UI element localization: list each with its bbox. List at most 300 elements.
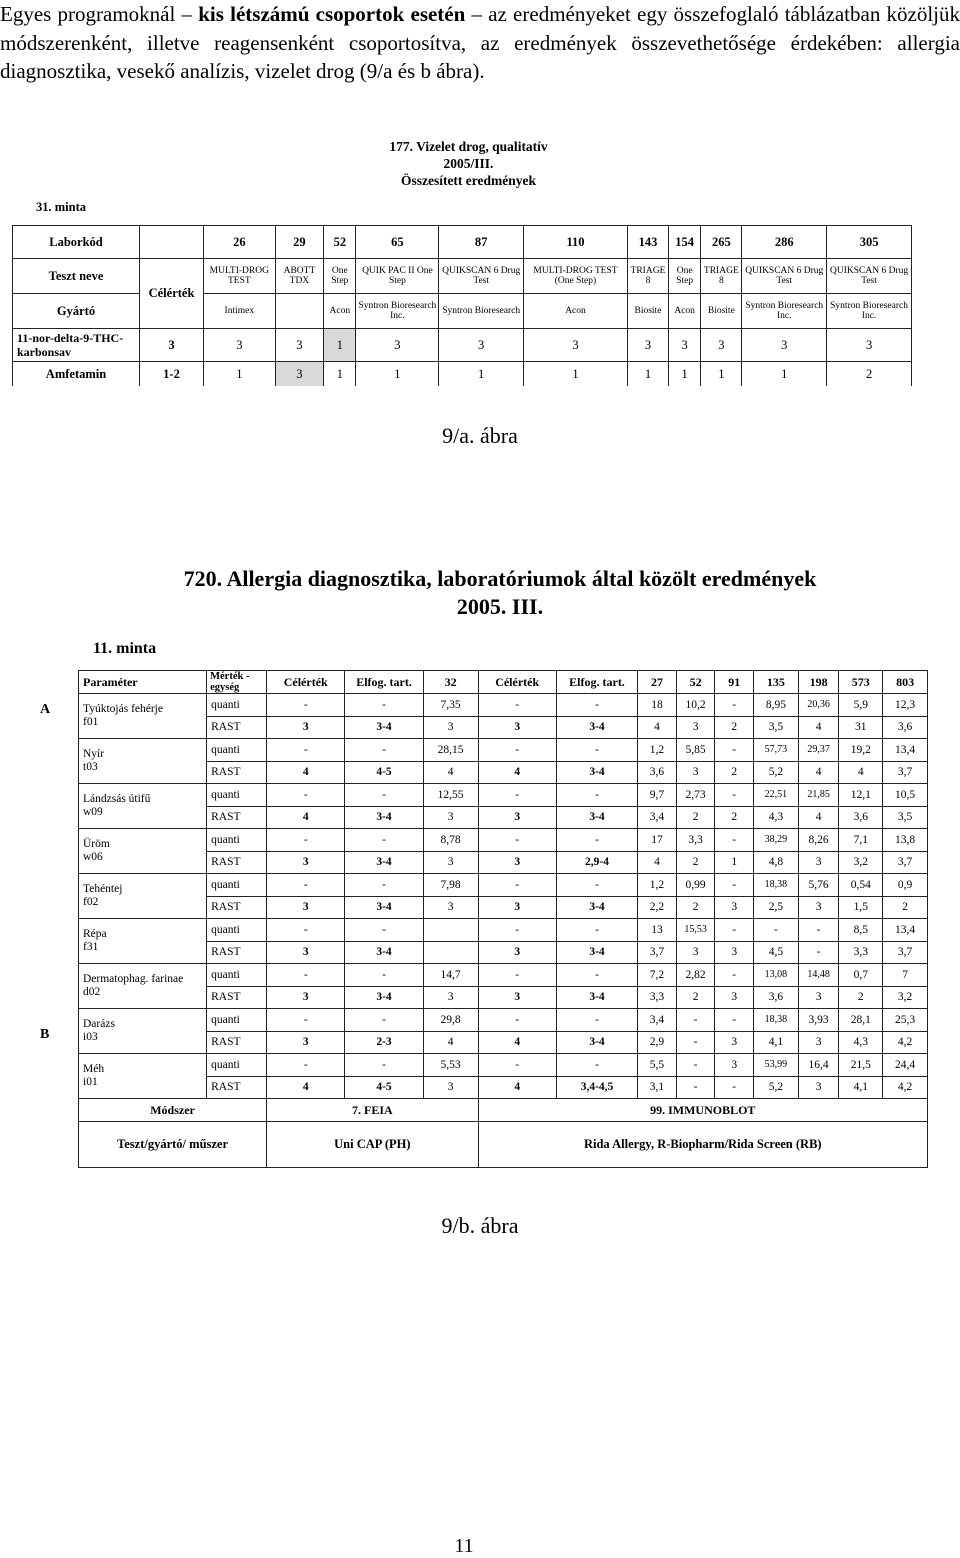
result-cell: 3,1 — [638, 1076, 677, 1099]
unit-cell: quanti — [207, 694, 267, 717]
result-cell: 25,3 — [883, 1009, 928, 1032]
allergen-label: Lándzsás útifű — [83, 793, 151, 805]
target-cell: - — [478, 1054, 556, 1077]
result-cell: 3 — [423, 806, 478, 829]
result-cell: 4 — [638, 716, 677, 739]
result-cell: - — [676, 1009, 715, 1032]
result-cell: 24,4 — [883, 1054, 928, 1077]
test-name: ABOTT TDX — [275, 259, 324, 294]
target-cell: 3 — [478, 941, 556, 964]
result-cell: 4,1 — [839, 1076, 883, 1099]
result-cell: 3 — [676, 941, 715, 964]
target-cell: 4 — [478, 1031, 556, 1054]
result-cell: 1,2 — [638, 739, 677, 762]
figa-table — [12, 225, 912, 386]
result-cell: 3,5 — [754, 716, 799, 739]
lab-code: 52 — [324, 226, 356, 259]
allergen-row-rast — [79, 716, 928, 739]
result-cell: 3,7 — [638, 941, 677, 964]
test-name: MULTI-DROG TEST (One Step) — [524, 259, 628, 294]
maker-name: Syntron Bioresearch Inc. — [356, 294, 439, 329]
result-cell: - — [715, 739, 754, 762]
result-cell: 3 — [423, 896, 478, 919]
figb-test-row — [79, 1122, 928, 1168]
result-cell: 3,6 — [839, 806, 883, 829]
result-cell: 8,78 — [423, 829, 478, 852]
allergen-row-rast — [79, 941, 928, 964]
allergen-label: Dermatophag. farinae — [83, 973, 184, 985]
result-cell: 4 — [423, 761, 478, 784]
figb-subtitle: 2005. III. — [456, 594, 544, 619]
maker-name: Biosite — [627, 294, 668, 329]
result-cell: 9,7 — [638, 784, 677, 807]
result-cell: 8,26 — [798, 829, 839, 852]
allergen-code: f02 — [83, 896, 99, 908]
thc-value: 3 — [627, 329, 668, 362]
allergen-code: d02 — [83, 986, 101, 998]
test-name: QUIKSCAN 6 Drug Test — [742, 259, 827, 294]
tolerance-cell: 4-5 — [345, 761, 423, 784]
result-cell: 5,5 — [638, 1054, 677, 1077]
unit-cell: quanti — [207, 1009, 267, 1032]
result-cell: 2 — [715, 761, 754, 784]
allergen-label: Tehéntej — [83, 883, 123, 895]
result-cell: 15,53 — [676, 919, 715, 942]
tolerance-cell: - — [345, 694, 423, 717]
result-cell: 29,8 — [423, 1009, 478, 1032]
figure-9a — [10, 130, 927, 392]
tolerance-cell: - — [556, 919, 637, 942]
result-cell: 2 — [839, 986, 883, 1009]
result-cell: 20,36 — [798, 694, 839, 717]
result-cell: 4,8 — [754, 851, 799, 874]
result-cell: 14,48 — [798, 964, 839, 987]
result-cell: 3 — [676, 761, 715, 784]
result-cell: 3,6 — [638, 761, 677, 784]
amf-value: 2 — [827, 362, 912, 387]
result-cell: 3,4 — [638, 806, 677, 829]
unit-cell: quanti — [207, 964, 267, 987]
target-cell: - — [478, 694, 556, 717]
result-cell: 7,1 — [839, 829, 883, 852]
tolerance-cell: 3-4 — [345, 896, 423, 919]
amf-value: 1 — [742, 362, 827, 387]
result-cell: 4,5 — [754, 941, 799, 964]
result-cell: - — [715, 1076, 754, 1099]
thc-value: 1 — [324, 329, 356, 362]
target-cell: 3 — [267, 716, 345, 739]
result-cell: 3 — [715, 1031, 754, 1054]
tolerance-cell: 3-4 — [556, 761, 637, 784]
unit-cell: quanti — [207, 829, 267, 852]
tolerance-cell: - — [345, 919, 423, 942]
header-lab: 135 — [754, 671, 799, 694]
tolerance-cell: 3-4 — [556, 896, 637, 919]
unit-cell: RAST — [207, 941, 267, 964]
target-cell: 3 — [267, 986, 345, 1009]
allergen-name — [79, 919, 207, 964]
result-cell: 4,2 — [883, 1031, 928, 1054]
allergen-row-rast — [79, 1076, 928, 1099]
allergen-label: Darázs — [83, 1018, 115, 1030]
allergen-code: i01 — [83, 1076, 98, 1088]
result-cell — [423, 919, 478, 942]
allergen-label: Répa — [83, 928, 107, 940]
result-cell: 10,2 — [676, 694, 715, 717]
tolerance-cell: 2,9-4 — [556, 851, 637, 874]
test-name: QUIKSCAN 6 Drug Test — [439, 259, 524, 294]
allergen-code: f31 — [83, 941, 99, 953]
unit-cell: quanti — [207, 739, 267, 762]
figb-sample-label: 11. minta — [93, 640, 157, 657]
caption-9a: 9/a. ábra — [442, 423, 518, 448]
maker-name: Syntron Bioresearch — [439, 294, 524, 329]
result-cell: 8,95 — [754, 694, 799, 717]
result-cell: 3,93 — [798, 1009, 839, 1032]
label-amfetamin: Amfetamin — [13, 362, 140, 387]
allergen-row-quanti — [79, 919, 928, 942]
allergen-row-rast — [79, 896, 928, 919]
tolerance-cell: - — [345, 1054, 423, 1077]
result-cell: 5,9 — [839, 694, 883, 717]
result-cell: 1,5 — [839, 896, 883, 919]
allergen-name — [79, 964, 207, 1009]
test-name: QUIK PAC II One Step — [356, 259, 439, 294]
allergen-code: f01 — [83, 716, 99, 728]
result-cell: 14,7 — [423, 964, 478, 987]
maker-name: Acon — [669, 294, 701, 329]
result-cell: 19,2 — [839, 739, 883, 762]
result-cell: 5,85 — [676, 739, 715, 762]
header-tolerance-1: Elfog. tart. — [345, 671, 423, 694]
lab-code: 143 — [627, 226, 668, 259]
allergen-row-rast — [79, 986, 928, 1009]
result-cell: 2 — [883, 896, 928, 919]
figa-row-thc — [13, 329, 912, 362]
result-cell: 21,5 — [839, 1054, 883, 1077]
figb-title: 720. Allergia diagnosztika, laboratóriumok által közölt eredmények — [183, 566, 817, 591]
target-cell: - — [478, 919, 556, 942]
result-cell: 3,6 — [883, 716, 928, 739]
tolerance-cell: - — [345, 964, 423, 987]
result-cell: 2 — [676, 896, 715, 919]
amf-value: 3 — [275, 362, 324, 387]
tolerance-cell: 4-5 — [345, 1076, 423, 1099]
lab-code: 265 — [701, 226, 742, 259]
result-cell: 5,53 — [423, 1054, 478, 1077]
result-cell: 3 — [715, 896, 754, 919]
unit-cell: RAST — [207, 851, 267, 874]
label-thc: 11-nor-delta-9-THC-karbonsav — [13, 329, 140, 362]
header-target-2: Célérték — [478, 671, 556, 694]
result-cell: 13,8 — [883, 829, 928, 852]
result-cell: - — [715, 964, 754, 987]
target-cell: - — [267, 1054, 345, 1077]
tolerance-cell: - — [345, 739, 423, 762]
result-cell: 3,3 — [638, 986, 677, 1009]
header-param: Paraméter — [79, 671, 207, 694]
result-cell: 18,38 — [754, 1009, 799, 1032]
result-cell: - — [715, 874, 754, 897]
allergen-name — [79, 694, 207, 739]
method-immunoblot: 99. IMMUNOBLOT — [478, 1099, 927, 1122]
result-cell: 3 — [798, 986, 839, 1009]
thc-value: 3 — [742, 329, 827, 362]
allergen-row-quanti — [79, 874, 928, 897]
target-cell: - — [267, 739, 345, 762]
result-cell: 4 — [423, 1031, 478, 1054]
tolerance-cell: 3-4 — [556, 986, 637, 1009]
amf-value: 1 — [324, 362, 356, 387]
maker-name: Acon — [324, 294, 356, 329]
unit-cell: RAST — [207, 806, 267, 829]
lab-code: 26 — [204, 226, 276, 259]
result-cell: 2 — [715, 716, 754, 739]
test-name: One Step — [669, 259, 701, 294]
result-cell: 3,7 — [883, 851, 928, 874]
result-cell: 2,82 — [676, 964, 715, 987]
result-cell: 28,15 — [423, 739, 478, 762]
unit-cell: quanti — [207, 784, 267, 807]
allergen-label: Üröm — [83, 838, 110, 850]
tolerance-cell: - — [556, 874, 637, 897]
amf-value: 1 — [669, 362, 701, 387]
tolerance-cell: 3-4 — [556, 806, 637, 829]
result-cell: 3,2 — [839, 851, 883, 874]
allergen-label: Méh — [83, 1063, 105, 1075]
target-cell: - — [267, 964, 345, 987]
result-cell: - — [676, 1076, 715, 1099]
test-name: TRIAGE 8 — [701, 259, 742, 294]
allergen-row-quanti — [79, 1054, 928, 1077]
allergen-row-quanti — [79, 964, 928, 987]
result-cell: 3 — [798, 896, 839, 919]
result-cell: 3,2 — [883, 986, 928, 1009]
header-lab: 198 — [798, 671, 839, 694]
allergen-name — [79, 739, 207, 784]
unit-cell: quanti — [207, 874, 267, 897]
unit-cell: RAST — [207, 896, 267, 919]
test-name: MULTI-DROG TEST — [204, 259, 276, 294]
target-cell: 3 — [267, 851, 345, 874]
result-cell — [423, 941, 478, 964]
result-cell: 3 — [715, 986, 754, 1009]
header-unit: Mérték -egység — [207, 671, 267, 694]
unit-cell: quanti — [207, 1054, 267, 1077]
result-cell: 2,5 — [754, 896, 799, 919]
lab-code: 65 — [356, 226, 439, 259]
result-cell: - — [676, 1054, 715, 1077]
amf-value: 1 — [524, 362, 628, 387]
result-cell: 4,3 — [754, 806, 799, 829]
allergen-row-rast — [79, 851, 928, 874]
header-lab: 91 — [715, 671, 754, 694]
maker-name: Syntron Bioresearch Inc. — [742, 294, 827, 329]
unit-cell: RAST — [207, 716, 267, 739]
amf-value: 1 — [701, 362, 742, 387]
result-cell: 4,2 — [883, 1076, 928, 1099]
target-cell: 3 — [478, 851, 556, 874]
result-cell: 7,2 — [638, 964, 677, 987]
result-cell: 5,2 — [754, 1076, 799, 1099]
tolerance-cell: - — [345, 1009, 423, 1032]
result-cell: 3 — [798, 851, 839, 874]
allergen-name — [79, 1054, 207, 1099]
header-lab-32: 32 — [423, 671, 478, 694]
amf-value: 1 — [439, 362, 524, 387]
result-cell: - — [798, 941, 839, 964]
result-cell: 3,6 — [754, 986, 799, 1009]
result-cell: 10,5 — [883, 784, 928, 807]
target-cell: 3 — [478, 716, 556, 739]
unit-cell: quanti — [207, 919, 267, 942]
header-target-1: Célérték — [267, 671, 345, 694]
tolerance-cell: 2-3 — [345, 1031, 423, 1054]
result-cell: 18,38 — [754, 874, 799, 897]
thc-value: 3 — [275, 329, 324, 362]
result-cell: 31 — [839, 716, 883, 739]
result-cell: 3 — [715, 1054, 754, 1077]
tolerance-cell: 3-4 — [556, 941, 637, 964]
tolerance-cell: 3-4 — [345, 806, 423, 829]
target-cell: - — [478, 739, 556, 762]
target-cell: 4 — [478, 1076, 556, 1099]
target-cell: 3 — [478, 806, 556, 829]
maker-name: Acon — [524, 294, 628, 329]
target-cell: - — [267, 1009, 345, 1032]
result-cell: 0,99 — [676, 874, 715, 897]
result-cell: 7,98 — [423, 874, 478, 897]
tolerance-cell: - — [345, 874, 423, 897]
allergen-label: Tyúktojás fehérje — [83, 703, 163, 715]
allergen-code: t03 — [83, 761, 98, 773]
result-cell: 7,35 — [423, 694, 478, 717]
result-cell: 3 — [676, 716, 715, 739]
result-cell: 3,4 — [638, 1009, 677, 1032]
result-cell: 8,5 — [839, 919, 883, 942]
target-cell: 4 — [267, 761, 345, 784]
intro-bold: kis létszámú csoportok esetén — [198, 2, 466, 26]
method-label: Módszer — [79, 1099, 267, 1122]
result-cell: 4 — [638, 851, 677, 874]
target-cell: - — [478, 784, 556, 807]
result-cell: 2,9 — [638, 1031, 677, 1054]
unit-cell: RAST — [207, 986, 267, 1009]
result-cell: 12,3 — [883, 694, 928, 717]
result-cell: 4 — [798, 716, 839, 739]
result-cell: 12,55 — [423, 784, 478, 807]
result-cell: 5,76 — [798, 874, 839, 897]
tolerance-cell: 3-4 — [556, 716, 637, 739]
result-cell: 4,3 — [839, 1031, 883, 1054]
test-name: One Step — [324, 259, 356, 294]
lab-code: 154 — [669, 226, 701, 259]
result-cell: 2 — [676, 851, 715, 874]
thc-value: 3 — [204, 329, 276, 362]
result-cell: - — [715, 919, 754, 942]
tolerance-cell: - — [556, 739, 637, 762]
tolerance-cell: - — [556, 964, 637, 987]
thc-value: 3 — [439, 329, 524, 362]
amf-target: 1-2 — [140, 362, 204, 387]
intro-part2: – az eredményeket egy összefoglaló táblázatban közöljük módszerenként, illetve reagensenként csoportosítva, az eredmények összevethetősége érdekében: allergia diagnosztika, vesekő analízis, vizelet drog (9/a és b ábra). — [0, 2, 960, 83]
thc-value: 3 — [356, 329, 439, 362]
result-cell: 4,1 — [754, 1031, 799, 1054]
group-a-label: A — [40, 702, 51, 717]
allergen-row-rast — [79, 761, 928, 784]
result-cell: - — [676, 1031, 715, 1054]
result-cell: 0,54 — [839, 874, 883, 897]
figa-row-teszt — [13, 259, 912, 294]
label-celertek: Célérték — [140, 259, 204, 329]
result-cell: 3,7 — [883, 941, 928, 964]
result-cell: - — [715, 1009, 754, 1032]
result-cell: 21,85 — [798, 784, 839, 807]
header-lab: 27 — [638, 671, 677, 694]
result-cell: 4 — [839, 761, 883, 784]
thc-value: 3 — [669, 329, 701, 362]
tolerance-cell: 3-4 — [345, 851, 423, 874]
target-cell: - — [267, 919, 345, 942]
amf-value: 1 — [627, 362, 668, 387]
thc-value: 3 — [701, 329, 742, 362]
unit-cell: RAST — [207, 1076, 267, 1099]
intro-paragraph — [0, 0, 960, 86]
result-cell: 0,9 — [883, 874, 928, 897]
result-cell: 13,08 — [754, 964, 799, 987]
target-cell: 4 — [478, 761, 556, 784]
allergen-row-quanti — [79, 1009, 928, 1032]
result-cell: 3,3 — [839, 941, 883, 964]
test-name: QUIKSCAN 6 Drug Test — [827, 259, 912, 294]
maker-name: Intimex — [204, 294, 276, 329]
result-cell: 3,5 — [883, 806, 928, 829]
lab-code: 29 — [275, 226, 324, 259]
allergen-name — [79, 1009, 207, 1054]
result-cell: - — [754, 919, 799, 942]
allergen-code: w09 — [83, 806, 103, 818]
tolerance-cell: - — [556, 694, 637, 717]
result-cell: 17 — [638, 829, 677, 852]
tolerance-cell: - — [556, 1009, 637, 1032]
page-number: 11 — [454, 1535, 474, 1557]
result-cell: 1 — [715, 851, 754, 874]
target-cell: 3 — [267, 896, 345, 919]
tolerance-cell: 3-4 — [345, 986, 423, 1009]
result-cell: 38,29 — [754, 829, 799, 852]
header-tolerance-2: Elfog. tart. — [556, 671, 637, 694]
label-laborkod: Laborkód — [13, 226, 140, 259]
test-unicap: Uni CAP (PH) — [267, 1122, 478, 1168]
tolerance-cell: - — [556, 1054, 637, 1077]
target-cell: - — [267, 829, 345, 852]
allergen-name — [79, 874, 207, 919]
tolerance-cell: - — [556, 829, 637, 852]
result-cell: 57,73 — [754, 739, 799, 762]
test-label: Teszt/gyártó/ műszer — [79, 1122, 267, 1168]
result-cell: 29,37 — [798, 739, 839, 762]
result-cell: 3 — [798, 1031, 839, 1054]
allergen-row-rast — [79, 1031, 928, 1054]
result-cell: 3 — [715, 941, 754, 964]
figa-title: 177. Vizelet drog, qualitatív — [389, 139, 548, 154]
result-cell: 2 — [676, 986, 715, 1009]
figb-table — [78, 670, 928, 1168]
result-cell: 16,4 — [798, 1054, 839, 1077]
result-cell: - — [715, 829, 754, 852]
target-cell: - — [478, 874, 556, 897]
figa-summary: Összesített eredmények — [400, 173, 537, 188]
